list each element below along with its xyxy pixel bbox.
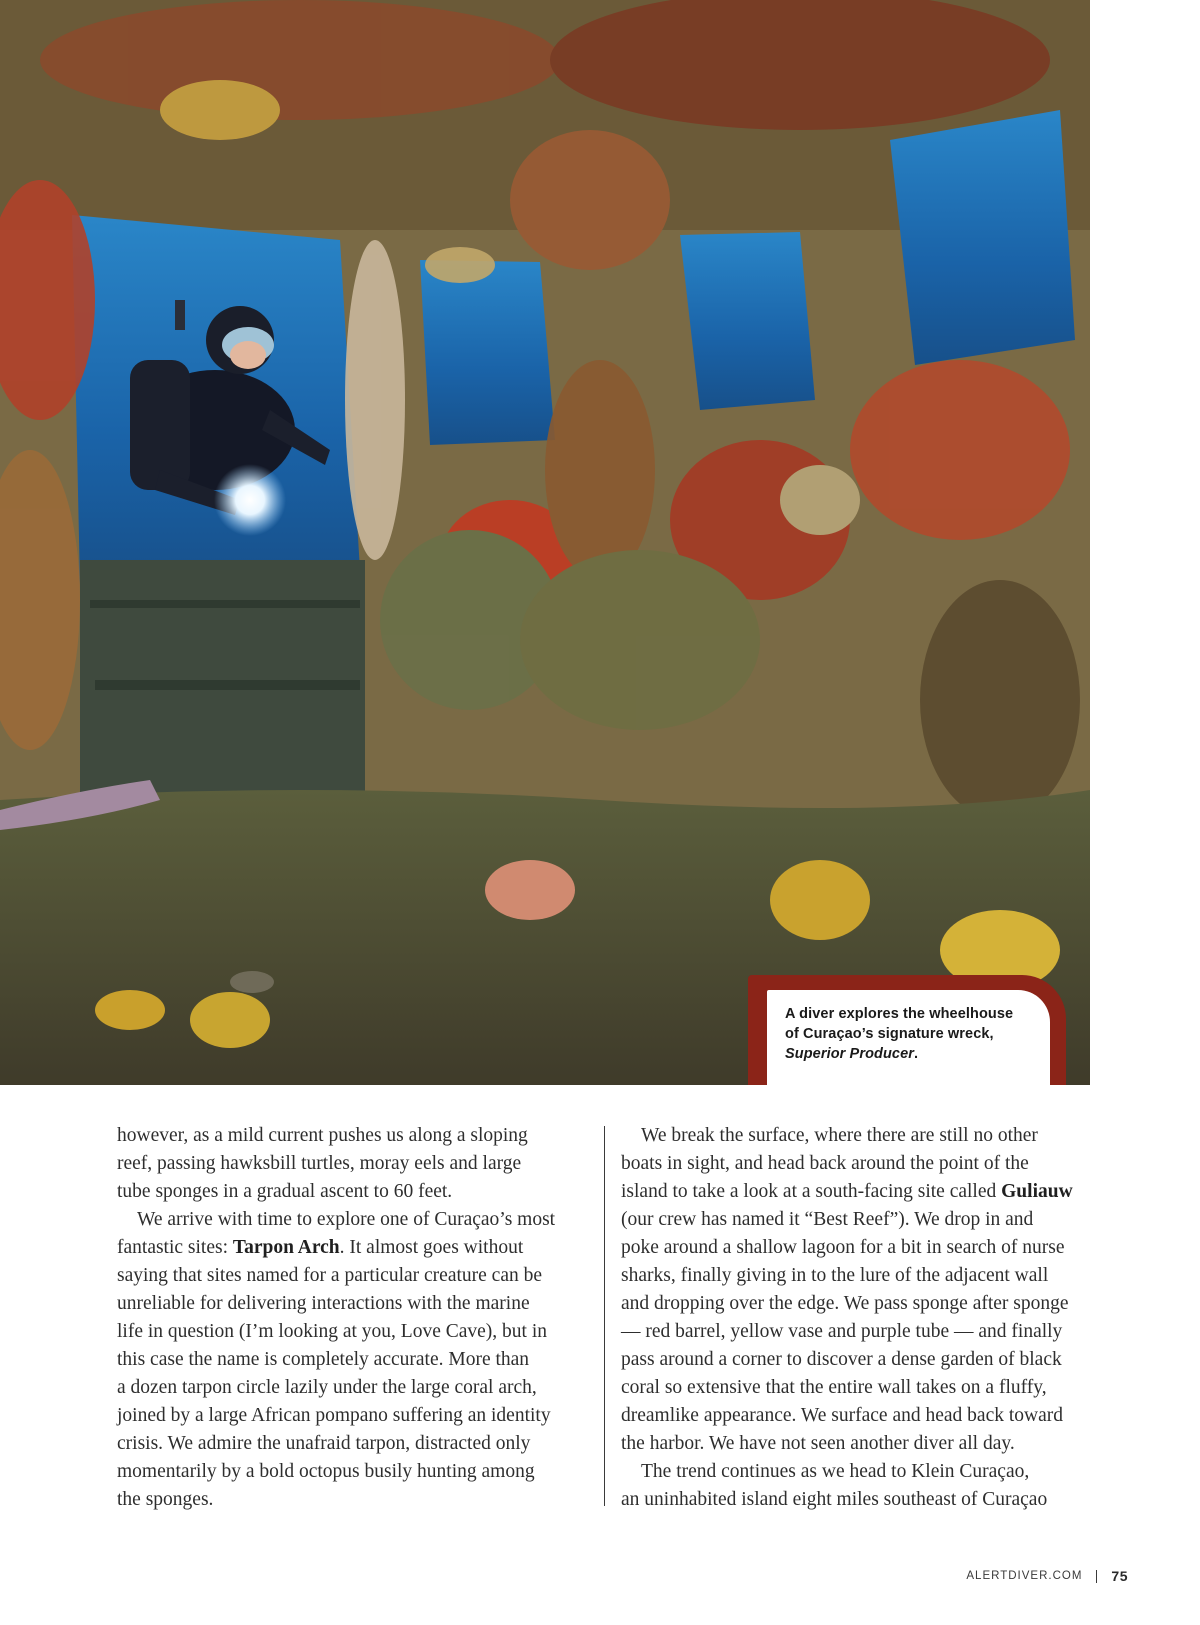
text-line — [621, 1234, 1095, 1262]
text-line — [117, 1122, 590, 1150]
caption-period: . — [914, 1046, 919, 1062]
text-run: a dozen tarpon circle lazily under the large coral arch, — [117, 1377, 537, 1398]
text-run: unreliable for delivering interactions with the marine — [117, 1293, 530, 1314]
site-name: Guliauw — [1001, 1181, 1073, 1202]
article-column-left — [117, 1122, 590, 1514]
text-line — [621, 1262, 1095, 1290]
text-line — [117, 1486, 590, 1514]
text-run: (our crew has named it “Best Reef”). We drop in and — [621, 1209, 1034, 1230]
text-line — [621, 1430, 1095, 1458]
text-run: The trend continues as we head to Klein Curaçao, — [641, 1461, 1030, 1482]
text-run: boats in sight, and head back around the point of the — [621, 1153, 1029, 1174]
footer-site-url: ALERTDIVER.COM — [966, 1570, 1083, 1582]
caption-line — [785, 1044, 1038, 1064]
article-column-right — [621, 1122, 1095, 1514]
window-opening — [890, 110, 1075, 365]
text-run: the sponges. — [117, 1489, 214, 1510]
window-opening — [680, 232, 815, 410]
text-run: the harbor. We have not seen another diver all day. — [621, 1433, 1015, 1454]
text-run: — red barrel, yellow vase and purple tube — and finally — [621, 1321, 1063, 1342]
text-run: poke around a shallow lagoon for a bit in search of nurse — [621, 1237, 1065, 1258]
text-line — [621, 1374, 1095, 1402]
text-line — [621, 1178, 1095, 1206]
caption-line: of Curaçao’s signature wreck, — [785, 1026, 994, 1042]
text-run: saying that sites named for a particular creature can be — [117, 1265, 543, 1286]
text-line — [621, 1206, 1095, 1234]
text-line — [621, 1150, 1095, 1178]
text-line — [117, 1206, 590, 1234]
photo-caption — [767, 990, 1050, 1085]
text-run: joined by a large African pompano suffering an identity — [117, 1405, 551, 1426]
text-run: life in question (I’m looking at you, Love Cave), but in — [117, 1321, 547, 1342]
text-line — [621, 1290, 1095, 1318]
text-run: tube sponges in a gradual ascent to 60 feet. — [117, 1181, 453, 1202]
site-name: Tarpon Arch — [232, 1237, 340, 1258]
text-line — [117, 1262, 590, 1290]
text-line — [621, 1346, 1095, 1374]
text-line — [117, 1234, 590, 1262]
caption-line: A diver explores the wheelhouse — [785, 1006, 1014, 1022]
text-line — [117, 1290, 590, 1318]
text-run: and dropping over the edge. We pass sponge after sponge — [621, 1293, 1069, 1314]
text-line — [117, 1430, 590, 1458]
text-run: We break the surface, where there are still no other — [641, 1125, 1038, 1146]
text-line — [117, 1346, 590, 1374]
window-opening — [420, 260, 555, 445]
text-run: crisis. We admire the unafraid tarpon, distracted only — [117, 1433, 531, 1454]
text-line — [117, 1318, 590, 1346]
text-line — [117, 1458, 590, 1486]
page-footer — [966, 1568, 1128, 1584]
text-run: fantastic sites: — [117, 1237, 233, 1258]
text-line — [621, 1318, 1095, 1346]
text-line — [117, 1374, 590, 1402]
page-number: 75 — [1111, 1568, 1128, 1584]
text-run: momentarily by a bold octopus busily hunting among — [117, 1461, 535, 1482]
text-run: reef, passing hawksbill turtles, moray eels and large — [117, 1153, 522, 1174]
text-run: island to take a look at a south-facing site called — [621, 1181, 1002, 1202]
text-run: this case the name is completely accurate. More than — [117, 1349, 530, 1370]
text-run: coral so extensive that the entire wall takes on a fluffy, — [621, 1377, 1047, 1398]
text-run: however, as a mild current pushes us along a sloping — [117, 1125, 528, 1146]
text-line — [117, 1178, 590, 1206]
text-line — [621, 1402, 1095, 1430]
text-run: an uninhabited island eight miles southeast of Curaçao — [621, 1489, 1048, 1510]
text-run: dreamlike appearance. We surface and head back toward — [621, 1405, 1063, 1426]
text-line — [621, 1458, 1095, 1486]
text-run: sharks, finally giving in to the lure of the adjacent wall — [621, 1265, 1049, 1286]
text-line — [117, 1402, 590, 1430]
text-run: pass around a corner to discover a dense garden of black — [621, 1349, 1062, 1370]
text-line — [117, 1150, 590, 1178]
text-run: . It almost goes without — [339, 1237, 524, 1258]
text-line — [621, 1122, 1095, 1150]
text-line — [621, 1486, 1095, 1514]
text-run: We arrive with time to explore one of Curaçao’s most — [137, 1209, 556, 1230]
footer-separator — [1096, 1570, 1097, 1583]
column-divider — [604, 1126, 605, 1506]
caption-wreck-name: Superior Producer — [785, 1046, 915, 1062]
